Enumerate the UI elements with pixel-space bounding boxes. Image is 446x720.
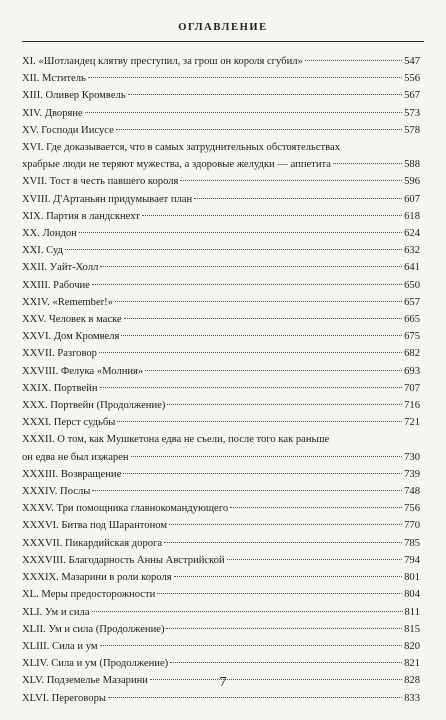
toc-entry-page: 794: [404, 554, 420, 566]
toc-entry: [22, 242, 420, 259]
toc-leader-dots: [167, 404, 402, 405]
toc-entry: [22, 397, 420, 414]
toc-entry: [22, 552, 420, 569]
toc-entry-page: 833: [404, 692, 420, 704]
toc-entry: [22, 191, 420, 208]
toc-entry-title: XL. Меры предосторожности: [22, 589, 156, 601]
toc-entry-title: XLVI. Переговоры: [22, 692, 106, 704]
toc-entry-title: XXV. Человек в маске: [22, 314, 122, 326]
toc-entry: [22, 208, 420, 225]
toc-entry-page: 811: [404, 606, 420, 618]
toc-leader-dots: [227, 559, 402, 560]
toc-leader-dots: [305, 60, 402, 61]
toc-entry: [22, 225, 420, 242]
toc-entry-page: 573: [404, 107, 420, 119]
toc-entry-page: 641: [404, 262, 420, 274]
toc-entry: [22, 621, 420, 638]
toc-entry: [22, 431, 420, 465]
toc-entry-page: 730: [404, 451, 420, 463]
toc-entry-page: 665: [404, 314, 420, 326]
toc-entry-page: 624: [404, 228, 420, 240]
toc-entry: [22, 655, 420, 672]
toc-leader-dots: [100, 387, 403, 388]
toc-entry-title: храбрые люди не теряют мужества, а здоровые желудки — аппетита: [22, 159, 331, 171]
toc-entry: [22, 604, 420, 621]
toc-entry: [22, 517, 420, 534]
toc-leader-dots: [131, 456, 403, 457]
toc-entry-title: XLI. Ум и сила: [22, 606, 90, 618]
toc-entry-page: 682: [404, 348, 420, 360]
toc-leader-dots: [180, 180, 402, 181]
toc-entry-page: 607: [404, 193, 420, 205]
toc-leader-dots: [123, 473, 402, 474]
toc-entry: [22, 328, 420, 345]
toc-leader-dots: [164, 542, 402, 543]
toc-leader-dots: [142, 215, 402, 216]
toc-entry-page: 693: [404, 365, 420, 377]
toc-leader-dots: [124, 318, 402, 319]
toc-entry-title-line1: XXXII. О том, как Мушкетона едва не съели, после того как раньше: [22, 434, 330, 446]
toc-entry-title: XX. Лондон: [22, 228, 77, 240]
page-header: ОГЛАВЛЕНИЕ: [178, 22, 268, 33]
toc-entry-title: XIV. Дворяне: [22, 107, 83, 119]
toc-leader-dots: [100, 645, 403, 646]
toc-entry-title: XLII. Ум и сила (Продолжение): [22, 623, 165, 635]
toc-entry-last-line: [22, 449, 420, 466]
toc-entry-title: XXVII. Разговор: [22, 348, 97, 360]
toc-entry: [22, 345, 420, 362]
toc-entry-title: XXII. Уайт-Холл: [22, 262, 99, 274]
toc-entry-title: XXXIV. Послы: [22, 486, 91, 498]
toc-entry-page: 815: [404, 623, 420, 635]
toc-entry-page: 618: [404, 210, 420, 222]
toc-leader-dots: [157, 593, 402, 594]
toc-leader-dots: [121, 335, 402, 336]
toc-leader-dots: [166, 628, 402, 629]
toc-leader-dots: [174, 576, 402, 577]
toc-leader-dots: [92, 611, 403, 612]
toc-entry-title: XIX. Партия в ландскнехт: [22, 210, 140, 222]
toc-entry: [22, 363, 420, 380]
toc-entry: [22, 259, 420, 276]
toc-entry-title: он едва не был изжарен: [22, 451, 129, 463]
toc-entry-title: XXXVII. Пикардийская дорога: [22, 537, 163, 549]
toc-entry-title: XLIV. Сила и ум (Продолжение): [22, 658, 169, 670]
toc-entry-title: XV. Господи Иисусе: [22, 124, 114, 136]
toc-entry-page: 820: [404, 640, 420, 652]
toc-entry-page: 721: [404, 417, 420, 429]
toc-entry-title: XXXVI. Битва под Шарантоном: [22, 520, 168, 532]
table-of-contents: [22, 53, 420, 707]
toc-entry-page: 596: [404, 176, 420, 188]
toc-entry-page: 748: [404, 486, 420, 498]
toc-entry-title: XVIII. Д'Артаньян придумывает план: [22, 193, 193, 205]
toc-entry-page: 828: [404, 675, 420, 687]
toc-entry-page: 756: [404, 503, 420, 515]
toc-entry-title: XXVI. Дом Кромвеля: [22, 331, 120, 343]
toc-entry: [22, 466, 420, 483]
toc-leader-dots: [85, 112, 402, 113]
toc-entry-last-line: [22, 156, 420, 173]
toc-entry-page: 716: [404, 400, 420, 412]
toc-entry-page: 707: [404, 382, 420, 394]
toc-leader-dots: [116, 129, 402, 130]
toc-entry-page: 770: [404, 520, 420, 532]
toc-entry: [22, 277, 420, 294]
toc-leader-dots: [115, 301, 402, 302]
toc-entry-page: 632: [404, 245, 420, 257]
toc-entry: [22, 173, 420, 190]
toc-entry-title: XLIII. Сила и ум: [22, 640, 98, 652]
toc-entry: [22, 139, 420, 173]
toc-entry-title: XII. Мститель: [22, 73, 86, 85]
toc-entry: [22, 70, 420, 87]
toc-entry-title: XXVIII. Фелука «Молния»: [22, 365, 144, 377]
toc-entry-title: XXXIX. Мазарини в роли короля: [22, 572, 172, 584]
toc-leader-dots: [79, 232, 402, 233]
toc-leader-dots: [170, 662, 402, 663]
toc-entry-page: 588: [404, 159, 420, 171]
toc-leader-dots: [65, 249, 402, 250]
toc-entry-page: 801: [404, 572, 420, 584]
toc-entry-page: 567: [404, 90, 420, 102]
toc-entry-page: 804: [404, 589, 420, 601]
toc-entry: [22, 690, 420, 707]
toc-entry: [22, 414, 420, 431]
toc-entry-page: 675: [404, 331, 420, 343]
toc-entry-page: 657: [404, 296, 420, 308]
toc-entry-title: XXIV. «Remember!»: [22, 296, 114, 308]
toc-entry-title: XXXVIII. Благодарность Анны Австрийской: [22, 554, 225, 566]
toc-entry: [22, 500, 420, 517]
toc-entry: [22, 105, 420, 122]
toc-entry-title: XLV. Подземелье Мазарини: [22, 675, 148, 687]
toc-leader-dots: [108, 697, 402, 698]
toc-entry: [22, 535, 420, 552]
toc-entry-page: 578: [404, 124, 420, 136]
toc-entry-page: 785: [404, 537, 420, 549]
toc-entry: [22, 483, 420, 500]
toc-entry: [22, 53, 420, 70]
toc-entry-title: XXIX. Портвейн: [22, 382, 98, 394]
toc-entry-page: 556: [404, 73, 420, 85]
toc-entry-title-line1: XVI. Где доказывается, что в самых затруднительных обстоятельствах: [22, 142, 341, 154]
toc-entry-page: 739: [404, 468, 420, 480]
toc-leader-dots: [88, 77, 402, 78]
toc-leader-dots: [194, 198, 402, 199]
toc-leader-dots: [333, 163, 402, 164]
toc-entry: [22, 569, 420, 586]
toc-leader-dots: [145, 370, 402, 371]
toc-entry-title: XXIII. Рабочие: [22, 279, 90, 291]
toc-entry: [22, 311, 420, 328]
toc-leader-dots: [100, 266, 402, 267]
toc-leader-dots: [128, 94, 402, 95]
header-rule: [22, 41, 424, 42]
toc-entry-title: XXI. Суд: [22, 245, 63, 257]
toc-entry-page: 650: [404, 279, 420, 291]
toc-entry: [22, 294, 420, 311]
toc-leader-dots: [117, 421, 402, 422]
toc-leader-dots: [92, 490, 402, 491]
toc-entry-title: XIII. Оливер Кромвель: [22, 90, 126, 102]
toc-entry: [22, 87, 420, 104]
toc-entry-title: XVII. Тост в честь павшего короля: [22, 176, 179, 188]
toc-leader-dots: [92, 284, 402, 285]
toc-entry-page: 821: [404, 658, 420, 670]
toc-entry: [22, 586, 420, 603]
toc-entry-title: XXXIII. Возвращение: [22, 468, 122, 480]
toc-entry: [22, 122, 420, 139]
toc-entry: [22, 380, 420, 397]
toc-leader-dots: [230, 507, 402, 508]
toc-leader-dots: [99, 352, 402, 353]
toc-entry-page: 547: [404, 56, 420, 67]
toc-entry-title: XXX. Портвейн (Продолжение): [22, 400, 166, 412]
toc-entry: [22, 638, 420, 655]
toc-leader-dots: [169, 524, 402, 525]
toc-entry-title: XXXV. Три помощника главнокомандующего: [22, 503, 229, 515]
toc-entry-title: XXXI. Перст судьбы: [22, 417, 116, 429]
page-number: 7: [219, 675, 227, 690]
toc-entry-title: XI. «Шотландец клятву преступил, за грош он короля сгубил»: [22, 56, 303, 67]
